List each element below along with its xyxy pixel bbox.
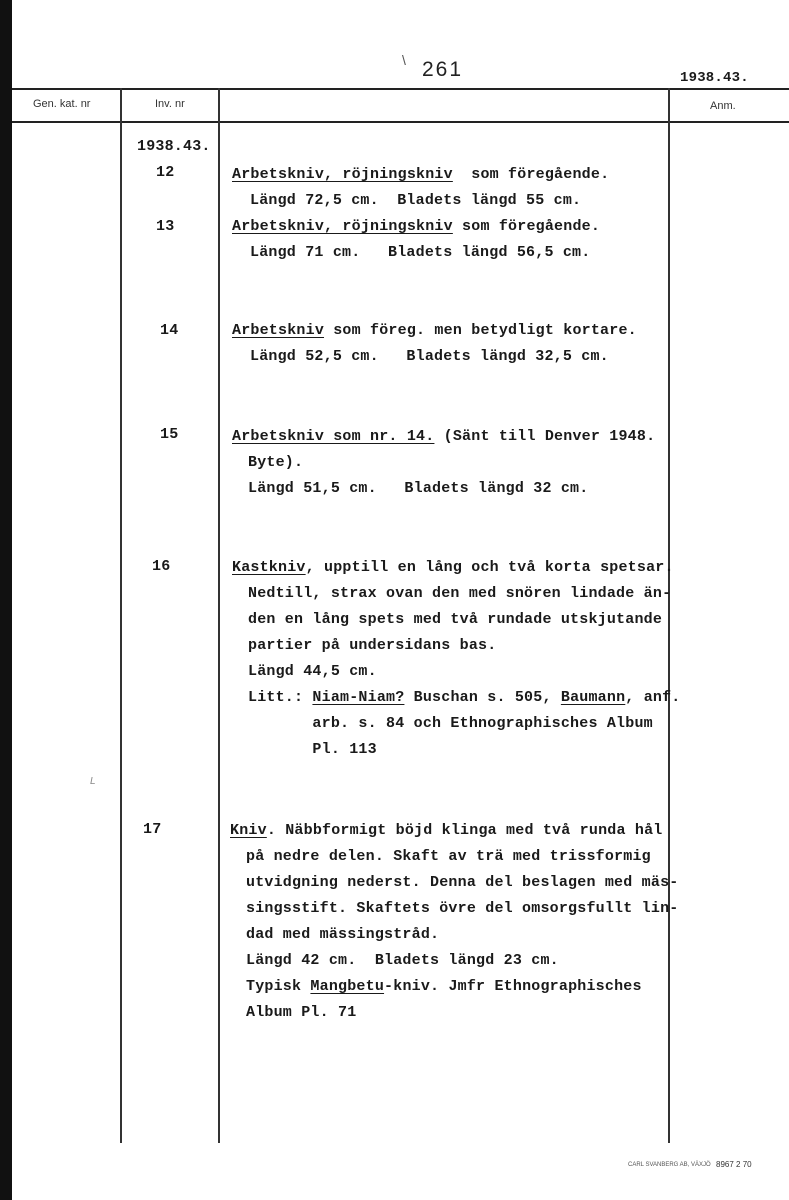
text-segment: utvidgning nederst. Denna del beslagen med mäs-	[246, 874, 679, 891]
underlined-term: Arbetskniv, röjningskniv	[232, 166, 453, 183]
inventory-number: 13	[156, 218, 175, 235]
underlined-term: Baumann	[560, 689, 626, 706]
entry-line	[232, 322, 637, 339]
entry-line	[248, 585, 671, 602]
side-mark: L	[90, 776, 96, 787]
underlined-term: Kniv	[230, 822, 267, 839]
text-segment: som föreg. men betydligt kortare.	[324, 322, 637, 339]
text-segment: singsstift. Skaftets övre del omsorgsfullt lin-	[246, 900, 679, 917]
header-top-rule	[12, 88, 789, 90]
page-mark: \	[402, 52, 406, 68]
underlined-term: Mangbetu	[310, 978, 385, 995]
text-segment: . Näbbformigt böjd klinga med två runda hål	[266, 822, 663, 839]
text-segment: som föregående.	[452, 166, 610, 183]
binding-edge	[0, 0, 12, 1200]
text-segment: , anf.	[625, 689, 681, 706]
entry-line	[250, 348, 609, 365]
entry-line	[232, 218, 600, 235]
text-segment: (Sänt till Denver 1948.	[434, 428, 656, 445]
text-segment: arb. s. 84 och Ethnographisches Album	[248, 715, 653, 732]
entry-line	[232, 166, 609, 183]
text-segment: Typisk	[246, 978, 311, 995]
entry-line	[248, 637, 496, 654]
text-segment: Nedtill, strax ovan den med snören lindade än-	[248, 585, 672, 602]
entry-line	[246, 952, 559, 969]
entry-line	[248, 689, 681, 706]
column-rule-2	[218, 88, 220, 1143]
text-segment: dad med mässingstråd.	[246, 926, 440, 943]
column-rule-1	[120, 88, 122, 1143]
printer-imprint: CARL SVANBERG AB, VÄXJÖ	[628, 1162, 711, 1168]
entry-line	[230, 822, 662, 839]
collection-label: 1938.43.	[137, 138, 211, 155]
form-code: 8967 2 70	[716, 1160, 752, 1169]
entry-line	[232, 428, 655, 445]
entry-line	[248, 454, 303, 471]
inventory-number: 16	[152, 558, 171, 575]
underlined-term: Niam-Niam?	[312, 689, 405, 706]
column-rule-3	[668, 88, 670, 1143]
text-segment: , upptill en lång och två korta spetsar.	[305, 559, 674, 576]
entry-line	[246, 900, 678, 917]
text-segment: Längd 72,5 cm. Bladets längd 55 cm.	[250, 192, 582, 209]
entry-line	[248, 611, 662, 628]
column-header-gen-kat: Gen. kat. nr	[33, 98, 91, 110]
entry-line	[250, 244, 590, 261]
entry-line	[246, 978, 642, 995]
text-segment: den en lång spets med två rundade utskjutande	[248, 611, 663, 628]
text-segment: Längd 42 cm. Bladets längd 23 cm.	[246, 952, 559, 969]
text-segment: Längd 51,5 cm. Bladets längd 32 cm.	[248, 480, 589, 497]
text-segment: Längd 44,5 cm.	[248, 663, 377, 680]
top-year: 1938.43.	[680, 70, 749, 86]
text-segment: Litt.:	[248, 689, 313, 706]
text-segment: Album Pl. 71	[246, 1004, 357, 1021]
underlined-term: Kastkniv	[232, 559, 306, 576]
inventory-number: 14	[160, 322, 179, 339]
header-bottom-rule	[12, 121, 789, 123]
entry-line	[248, 480, 588, 497]
text-segment: Pl. 113	[248, 741, 377, 758]
entry-line	[248, 741, 377, 758]
entry-line	[246, 874, 678, 891]
entry-line	[232, 559, 674, 576]
text-segment: Buschan s. 505,	[404, 689, 561, 706]
text-segment: Längd 71 cm. Bladets längd 56,5 cm.	[250, 244, 591, 261]
underlined-term: Arbetskniv	[232, 322, 325, 339]
inventory-number: 15	[160, 426, 179, 443]
text-segment: som föregående.	[452, 218, 601, 235]
entry-line	[250, 192, 581, 209]
entry-line	[246, 926, 439, 943]
underlined-term: Arbetskniv som nr. 14.	[232, 428, 435, 445]
page-number: 261	[422, 58, 464, 81]
column-header-anm: Anm.	[710, 100, 736, 112]
text-segment: partier på undersidans bas.	[248, 637, 497, 654]
text-segment: på nedre delen. Skaft av trä med trissformig	[246, 848, 651, 865]
text-segment: Byte).	[248, 454, 304, 471]
text-segment: Längd 52,5 cm. Bladets längd 32,5 cm.	[250, 348, 609, 365]
inventory-number: 17	[143, 821, 162, 838]
entry-line	[246, 848, 651, 865]
inventory-number: 12	[156, 164, 175, 181]
entry-line	[248, 715, 653, 732]
text-segment: -kniv. Jmfr Ethnographisches	[384, 978, 642, 995]
underlined-term: Arbetskniv, röjningskniv	[232, 218, 453, 235]
entry-line	[246, 1004, 356, 1021]
column-header-inv: Inv. nr	[155, 98, 185, 110]
entry-line	[248, 663, 377, 680]
